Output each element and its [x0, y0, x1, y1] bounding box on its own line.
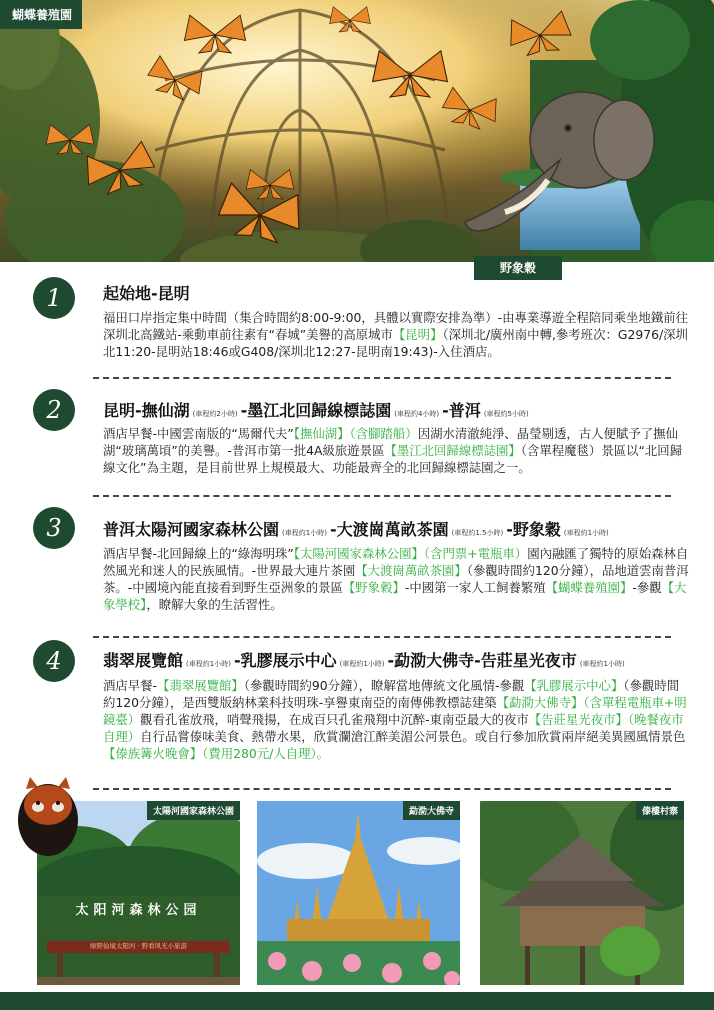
route-segment: -普洱 [442, 401, 481, 420]
route-segment: 普洱太陽河國家森林公園 [103, 520, 280, 539]
highlight-attraction: 【蝴蝶養殖園】 [545, 580, 633, 595]
day-2-title [103, 398, 532, 421]
description-text: 福田口岸指定集中時間（集合時間約8:00-9:00，具體以實際安排為準）-由專業導遊全程陪同乘坐地鐵前往深圳北高鐵站-乘動車前往素有“春城”美譽的高原城市 [103, 310, 688, 342]
highlight-attraction: 【墨江北回歸線標誌園】 [384, 443, 521, 458]
description-text: 酒店早餐-中國雲南版的“馬爾代夫” [103, 426, 294, 441]
butterfly-garden-tag: 蝴蝶養殖園 [0, 0, 82, 29]
travel-time-note: (車程約1小時) [579, 660, 625, 668]
route-segment: 起始地-昆明 [103, 284, 190, 303]
description-text: 觀看孔雀放飛，哨聲飛揚，在成百只孔雀飛翔中沉醉-東南亞最大的夜市 [140, 712, 529, 727]
highlight-attraction: 【傣族篝火晚會】（費用280元/人自理）。 [103, 746, 330, 761]
red-panda-illustration [8, 775, 88, 865]
highlight-attraction: 【昆明】 [392, 327, 443, 342]
day-3-description [103, 545, 689, 613]
day-1-title [103, 281, 190, 304]
travel-time-note: (車程約2小時) [192, 410, 238, 418]
divider [93, 377, 671, 379]
route-segment: 昆明-撫仙湖 [103, 401, 190, 420]
route-segment: 翡翠展覽館 [103, 651, 184, 670]
travel-time-note: (車程約4小時) [394, 410, 440, 418]
highlight-attraction: 【太陽河國家森林公園】（含門票+電瓶車） [293, 546, 528, 561]
day-3-badge: 3 [33, 507, 75, 549]
description-text: （深圳北/廣州南中轉,參考班次：G2976/深圳北11:20-昆明站18:46或G408/深圳北12:27-昆明南19:43)-入住酒店。 [103, 327, 688, 359]
highlight-attraction: 【野象穀】 [342, 580, 405, 595]
divider [93, 636, 671, 638]
forest-park-sign: 太阳河森林公园 [75, 903, 202, 918]
forest-park-banner: 绿野仙境太阳河 · 野看风光小旅游 [89, 942, 188, 950]
route-segment: -大渡崗萬畝茶園 [329, 520, 449, 539]
highlight-attraction: 【勐泐大佛寺】（含單程電瓶車+明鏡臺） [103, 695, 687, 727]
day-4-description [103, 677, 689, 762]
travel-time-note: (車程約1小時) [282, 529, 327, 537]
day-4-title [103, 648, 628, 671]
description-text: 自行品嘗傣味美食、熱帶水果，欣賞瀾滄江醉美湄公河景色。或自行參加欣賞兩岸絕美異國風情景色 [140, 729, 686, 744]
highlight-attraction: 【告莊星光夜市】（晚餐夜市自理） [103, 712, 684, 744]
highlight-attraction: 【大象學校】 [103, 580, 687, 612]
description-text: （參觀時間約90分鐘），瞭解當地傳統文化風情-參觀 [243, 678, 525, 693]
route-segment: -墨江北回歸線標誌園 [240, 401, 392, 420]
day-1-description [103, 309, 689, 360]
day-2-badge: 2 [33, 389, 75, 431]
route-segment: -乳膠展示中心 [233, 651, 337, 670]
highlight-attraction: 【大渡崗萬畝茶園】 [355, 563, 467, 578]
route-segment: -勐泐大佛寺-告莊星光夜市 [387, 651, 577, 670]
route-segment: -野象穀 [506, 520, 561, 539]
travel-time-note: (車程約5小時) [483, 410, 529, 418]
wild-elephant-valley-tag: 野象穀 [474, 256, 562, 280]
day-3-title [103, 517, 612, 540]
description-text: -中國第一家人工飼養繁殖 [404, 580, 546, 595]
description-text: ，瞭解大象的生活習性。 [146, 597, 283, 612]
highlight-attraction: 【乳膠展示中心】 [524, 678, 624, 693]
travel-time-note: (車程約1小時) [563, 529, 609, 537]
description-text: （含單程魔毯）景區以“北回歸線文化”為主題，是目前世界上規模最大、功能最齊全的北回歸線標誌園之一。 [103, 443, 683, 475]
photo-caption: 傣樓村寨 [636, 801, 684, 820]
description-text: 因湖水清澈純淨、晶瑩剔透，古人便賦予了撫仙湖“玻璃萬頃”的美譽。-普洱市第一批4A級旅遊景區 [103, 426, 678, 458]
photo-mengle-temple [257, 801, 460, 985]
day-1-badge: 1 [33, 277, 75, 319]
description-text: 酒店早餐-北回歸線上的“綠海明珠” [103, 546, 294, 561]
description-text: 酒店早餐- [103, 678, 158, 693]
travel-time-note: (車程約1小時) [339, 660, 385, 668]
description-text: （參觀時間約120分鐘），品地道雲南普洱茶。-中國境內能直接看到野生亞洲象的景區 [103, 563, 689, 595]
divider [93, 788, 671, 790]
butterfly-garden-illustration [0, 0, 714, 262]
photo-dai-village [480, 801, 684, 985]
description-text: -參觀 [632, 580, 662, 595]
description-text: 園內融匯了獨特的原始森林自然風光和迷人的民族風情。-世界最大連片茶園 [103, 546, 689, 578]
description-text: （參觀時間約120分鐘），是西雙版納林業科技明珠-享譽東南亞的南傳佛教標誌建築 [103, 678, 680, 710]
divider [93, 495, 671, 497]
highlight-attraction: 【撫仙湖】（含腳踏船） [293, 426, 418, 441]
travel-time-note: (車程約1.5小時) [451, 529, 504, 537]
hero-banner [0, 0, 714, 262]
highlight-attraction: 【翡翠展覽館】 [157, 678, 244, 693]
day-2-description [103, 425, 689, 476]
day-4-badge: 4 [33, 640, 75, 682]
travel-time-note: (車程約1小時) [186, 660, 231, 668]
photo-caption: 太陽河國家森林公園 [147, 801, 240, 820]
photo-caption: 勐泐大佛寺 [403, 801, 460, 820]
footer-bar [0, 992, 714, 1010]
